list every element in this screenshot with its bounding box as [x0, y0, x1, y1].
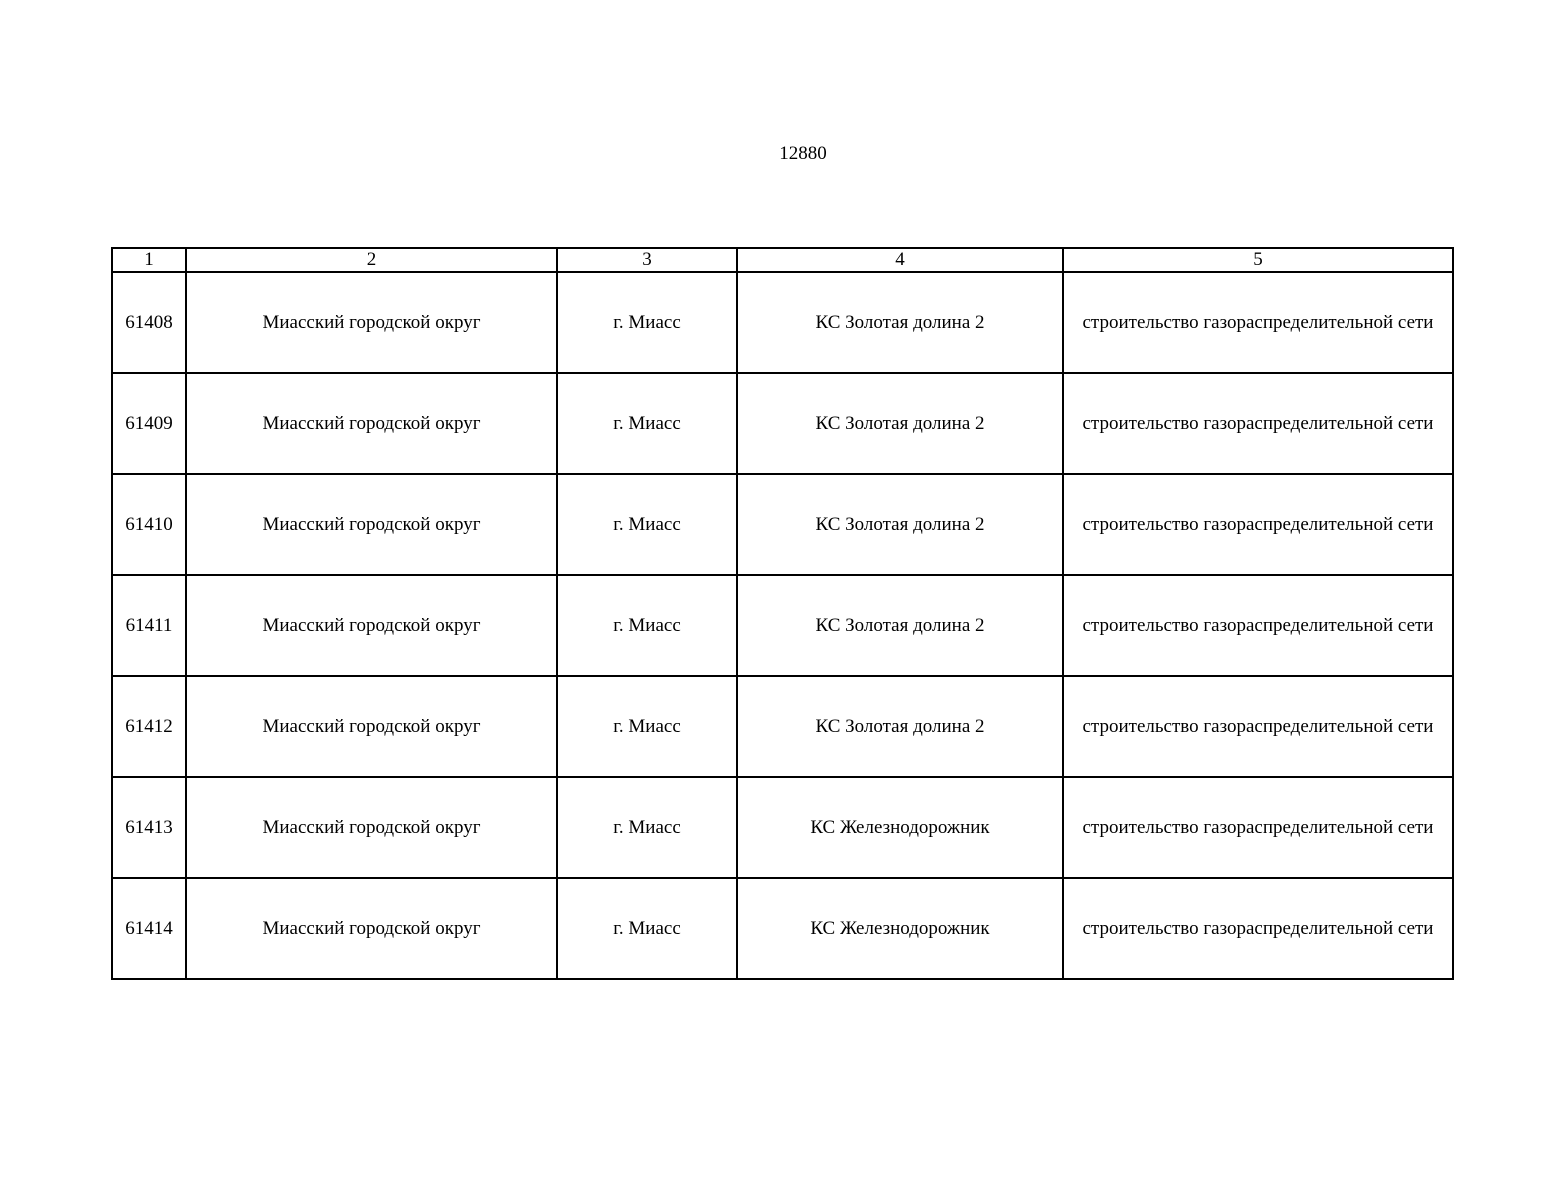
object-cell: КС Железнодорожник: [737, 878, 1063, 979]
object-cell: КС Золотая долина 2: [737, 575, 1063, 676]
table-row: [112, 676, 1453, 777]
work-type-cell: строительство газораспределительной сети: [1063, 272, 1453, 373]
object-cell: КС Железнодорожник: [737, 777, 1063, 878]
municipality-cell: Миасский городской округ: [186, 777, 557, 878]
table-row: [112, 373, 1453, 474]
locality-cell: г. Миасс: [557, 878, 737, 979]
municipality-cell: Миасский городской округ: [186, 474, 557, 575]
municipality-cell: Миасский городской округ: [186, 373, 557, 474]
work-type-cell: строительство газораспределительной сети: [1063, 878, 1453, 979]
column-number-4: 4: [737, 248, 1063, 272]
row-id-cell: 61411: [112, 575, 186, 676]
object-cell: КС Золотая долина 2: [737, 272, 1063, 373]
municipality-cell: Миасский городской округ: [186, 272, 557, 373]
column-number-2: 2: [186, 248, 557, 272]
row-id-cell: 61414: [112, 878, 186, 979]
row-id-cell: 61412: [112, 676, 186, 777]
object-cell: КС Золотая долина 2: [737, 676, 1063, 777]
locality-cell: г. Миасс: [557, 373, 737, 474]
object-cell: КС Золотая долина 2: [737, 474, 1063, 575]
registry-table: [111, 247, 1454, 980]
row-id-cell: 61408: [112, 272, 186, 373]
work-type-cell: строительство газораспределительной сети: [1063, 676, 1453, 777]
municipality-cell: Миасский городской округ: [186, 676, 557, 777]
locality-cell: г. Миасс: [557, 272, 737, 373]
locality-cell: г. Миасс: [557, 777, 737, 878]
work-type-cell: строительство газораспределительной сети: [1063, 474, 1453, 575]
municipality-cell: Миасский городской округ: [186, 575, 557, 676]
table-row: [112, 575, 1453, 676]
object-cell: КС Золотая долина 2: [737, 373, 1063, 474]
work-type-cell: строительство газораспределительной сети: [1063, 373, 1453, 474]
work-type-cell: строительство газораспределительной сети: [1063, 575, 1453, 676]
table-row: [112, 474, 1453, 575]
locality-cell: г. Миасс: [557, 676, 737, 777]
locality-cell: г. Миасс: [557, 575, 737, 676]
table-row: [112, 272, 1453, 373]
row-id-cell: 61409: [112, 373, 186, 474]
table-row: [112, 878, 1453, 979]
row-id-cell: 61410: [112, 474, 186, 575]
work-type-cell: строительство газораспределительной сети: [1063, 777, 1453, 878]
municipality-cell: Миасский городской округ: [186, 878, 557, 979]
column-number-3: 3: [557, 248, 737, 272]
page-number: 12880: [779, 143, 827, 164]
table-header-row: [112, 248, 1453, 272]
column-number-5: 5: [1063, 248, 1453, 272]
locality-cell: г. Миасс: [557, 474, 737, 575]
table-row: [112, 777, 1453, 878]
row-id-cell: 61413: [112, 777, 186, 878]
column-number-1: 1: [112, 248, 186, 272]
